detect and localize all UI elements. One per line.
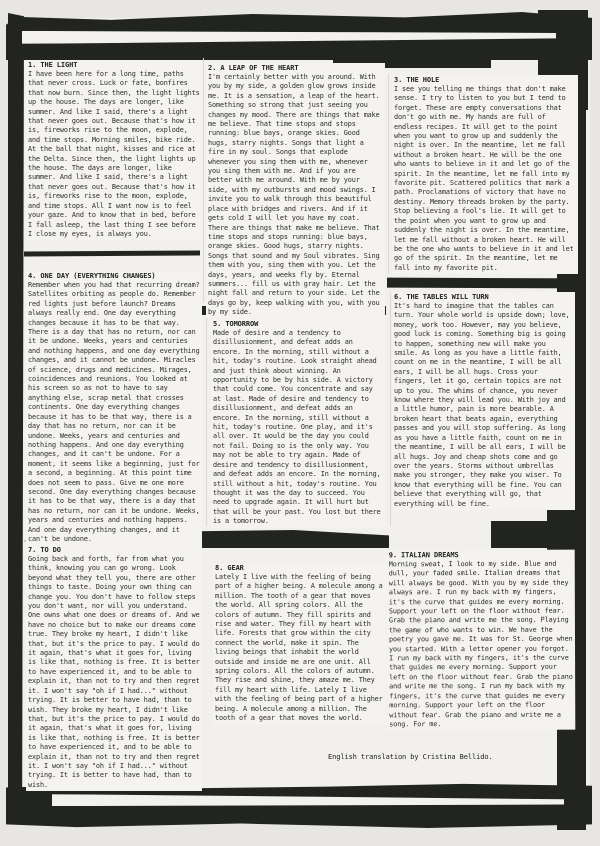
section-gear [213, 563, 386, 725]
section-body: I'm certainly better with you around. With you by my side, a golden glow grows inside me. It is a sensation, a leap of the heart. Something so strong that just seeing you changes my mood. There are things that make me believe. That time stops and stops running: blue bays, orange skies. Good hugs, starry nights. Songs that light a fire in my soul. Songs that explode whenever you sing them with me, whenever you sing them with me. And if you are better with me around. With me by your side, with my outbursts and mood swings. I invite you to walk through this beautiful place with bridges and rivers. And if it gets cold I will let you have my coat. There are things that make me believe. That time stops and stops running: blue bays, orange skies. Good hugs, starry nights. Songs that sound and my Soul vibrates. Sing them with you, sing them with you. Let the days, years, and weeks fly by. Eternal summers... fill us with gray hair. Let the night fall and return to your side. Let the days go by, keep walking with you, with you by my side. [208, 73, 380, 317]
section-leap-of-the-heart [206, 63, 385, 319]
section-title: 7. TO DO [28, 546, 61, 554]
section-title: 3. THE HOLE [394, 76, 440, 84]
section-to-do [26, 545, 202, 791]
paper-seam [206, 318, 207, 526]
section-body: Morning sweat, I look to my side. Blue and dull, your faded smile. Italian dreams that will always be good. With you by my side they always are. I run my back with my fingers, it's the curve that guides me every morning. Support your left on the floor without fear. Grab the piano and write me the song. Playing the game of who wants to win. We have the poetry you gave me. It was for St. George when you started. With a letter opener you forgot. I run my back with my fingers, it's the curve that guides me every morning. Support your left on the floor without fear. Grab the piano and write me the song. I run my back with my fingers, it's the curve that guides me every morning. Support your left on the floor without fear. Grab the piano and write me a song. For me. [388, 559, 573, 729]
section-body: Made of desire and a tendency to disillusionment, and defeat adds an encore. In the morning, still without a hit, today's routine. Look straight ahead and just think about winning. An opportunity to be by his side. A victory that could come. You concentrate and say at last. Made of desire and tendency to disillusionment, and defeat adds an encore. In the morning, still without a hit, today's routine. One play, and it's all over. It would be the day you could not fail. Doing so is the only way. You may not be able to try again. Made of desire and tendency to disillusionment, and defeat adds an encore. In the morning, still without a hit, today's routine. You thought it was the day to succeed. You need to upgrade again. It will hurt but that will be your past. You lost but there is a tomorrow. [213, 329, 381, 526]
section-title: 9. ITALIAN DREAMS [388, 551, 459, 560]
section-body: It's hard to imagine that the tables can turn. Your whole world is upside down; love, money, work too. However, may you believe, good luck is coming. Something big is going to happen, something new will make you smile. As long as you have a little faith, count on me in the meantime, I will be all ears, I will be all hugs. Cross your fingers, let it go, certain topics are not up to you. The whims of chance, you never know where they will lead you. With joy and a little humor, pain is more bearable. A broken heart that beats again, everything passes and you will stop suffering. As long as you have a little faith, count on me in the meantime, I will be all ears, I will be all hugs. Joy and cheap shots come and go over the years. Storms without umbrellas make you stronger, they make you wiser. To know that everything will be fine. You can believe that everything will go, that everything will be fine. [394, 302, 570, 508]
section-title: 1. THE LIGHT [28, 61, 78, 69]
section-body: Going back and forth, far from what you think, knowing you can go wrong. Look beyond what they tell you, there are other things to taste. Doing your own thing can change you. You don't have to follow steps you don't want, nor will you understand. One owns what one does or dreams of. And we have no choice but to make our dreams come true. They broke my heart, I didn't like that, but it's the price to pay. I would do it again, that's what it goes for, living is like that, nothing is free. It is better to have experienced it, and to be able to explain it, than not to try and then regret it. I won't say "oh if I had..." without trying. It is better to have had, than to wish. They broke my heart, I didn't like that, but it's the price to pay. I would do it again, that's what it goes for, living is like that, nothing is free. It is better to have experienced it, and to be able to explain it, than not to try and then regret it. I won't say "oh if I had..." without trying. It is better to have had, than to wish. [28, 555, 200, 789]
section-title: 8. GEAR [215, 564, 244, 572]
collage-separator-col1 [24, 251, 200, 257]
section-tables-will-turn [392, 292, 575, 510]
section-title: 6. THE TABLES WILL TURN [394, 293, 489, 301]
section-italian-dreams [387, 550, 576, 731]
collage-separator-col3 [387, 278, 586, 289]
paper-seam [390, 292, 391, 526]
section-body: I have been here for a long time, paths that never cross. Luck or fate, bonfires that now burn. Since then, the light lights up the house. The days are longer, like summer. And like I said, there's a light that never goes out. Because that's how it is, fireworks rise to the moon, explode, and time stops. Morning smiles, bike ride. At the ball that night, kisses and rice at the Delta. Since then, the light lights up the house. The days are longer, like summer. And like I said, there's a light that never goes out. Because that's how it is, fireworks rise to the moon, explode, and time stops. All I want now is to feel your gaze. And to know that in bed, before I fall asleep, the last thing I see before I close my eyes, is always you. [28, 70, 200, 238]
section-body: I see you telling me things that don't make sense. I try to listen to you but I tend to forget. These are empty conversations that don't go with me. My hands are full of endless recipes. It will get to the point when you want to grow up and suddenly the night is over. In the meantime, let me fall without a broken heart. He will be the one who wants to believe in it and let go of the spirit. In the meantime, let me fall into my favorite pit. Scattered politics that mark a path. Proclamations of victory that have no destiny. Memory threads broken by the party. Stop believing a fool's lie. It will get to the point when you want to grow up and suddenly the night is over. In the meantime, let me fall without a broken heart. He will be the one who wants to believe in it and let go of the spirit. In the meantime, let me fall into my favorite pit. [394, 85, 574, 272]
paper-seam [388, 74, 389, 274]
section-body: Remember when you had that recurring dream? Satellites orbiting as people do. Remember red lights just before launch? Dreams always really end. One day everything changes because it has to be that way. There is a day that has no return, nor can it be undone. Weeks, years and centuries and nothing happens, and one day everything changes, and it cannot be undone. Miracles of science, drugs and medicines. Mirages, coincidences and reunions. You looked at his screen so as not to have to say anything else, scrap metal that crosses continents. One day everything changes because it has to be that way, there is a day that has no return, nor can it be undone. Weeks, years and centuries and nothing happens. And one day everything changes, and it can't be undone. For a moment, it seems like a beginning, just for a second, a beginning. At this point time does not seem to pass. Give me one more second. One day everything changes because it has to be that way, there is a day that has no return, nor can it be undone. Weeks, years and centuries and nothing happens. And one day everything changes, and it can't be undone. [28, 281, 200, 543]
section-one-day [26, 271, 202, 545]
section-title: 4. ONE DAY (EVERYTHING CHANGES) [28, 272, 156, 280]
section-title: 5. TOMORROW [213, 320, 259, 328]
collage-notch-right [491, 521, 557, 548]
collage-bar-left [8, 13, 24, 825]
paper-seam [203, 58, 204, 302]
translation-credit: English translation by Cristina Bellido. [328, 753, 493, 761]
section-the-light [26, 60, 202, 240]
section-title: 2. A LEAP OF THE HEART [208, 64, 299, 72]
section-the-hole [392, 75, 578, 274]
section-tomorrow [211, 319, 385, 528]
section-body: Lately I live with the feeling of being part of a higher being. A molecule among a million. The tooth of a gear that moves the world. All spring colors. All the colors of autumn. They fill spirits and rise and water. They fill my heart with life. Forests that grow within the city connect the world, make it spin. The living beings that inhabit the world outside and inside me are one unit. All spring colors. All the colors of autumn. They rise and shine, they amaze me. They fill my heart with life. Lately I live with the feeling of being part of a higher being. A molecule among a million. The tooth of a gear that moves the world. [215, 573, 383, 723]
